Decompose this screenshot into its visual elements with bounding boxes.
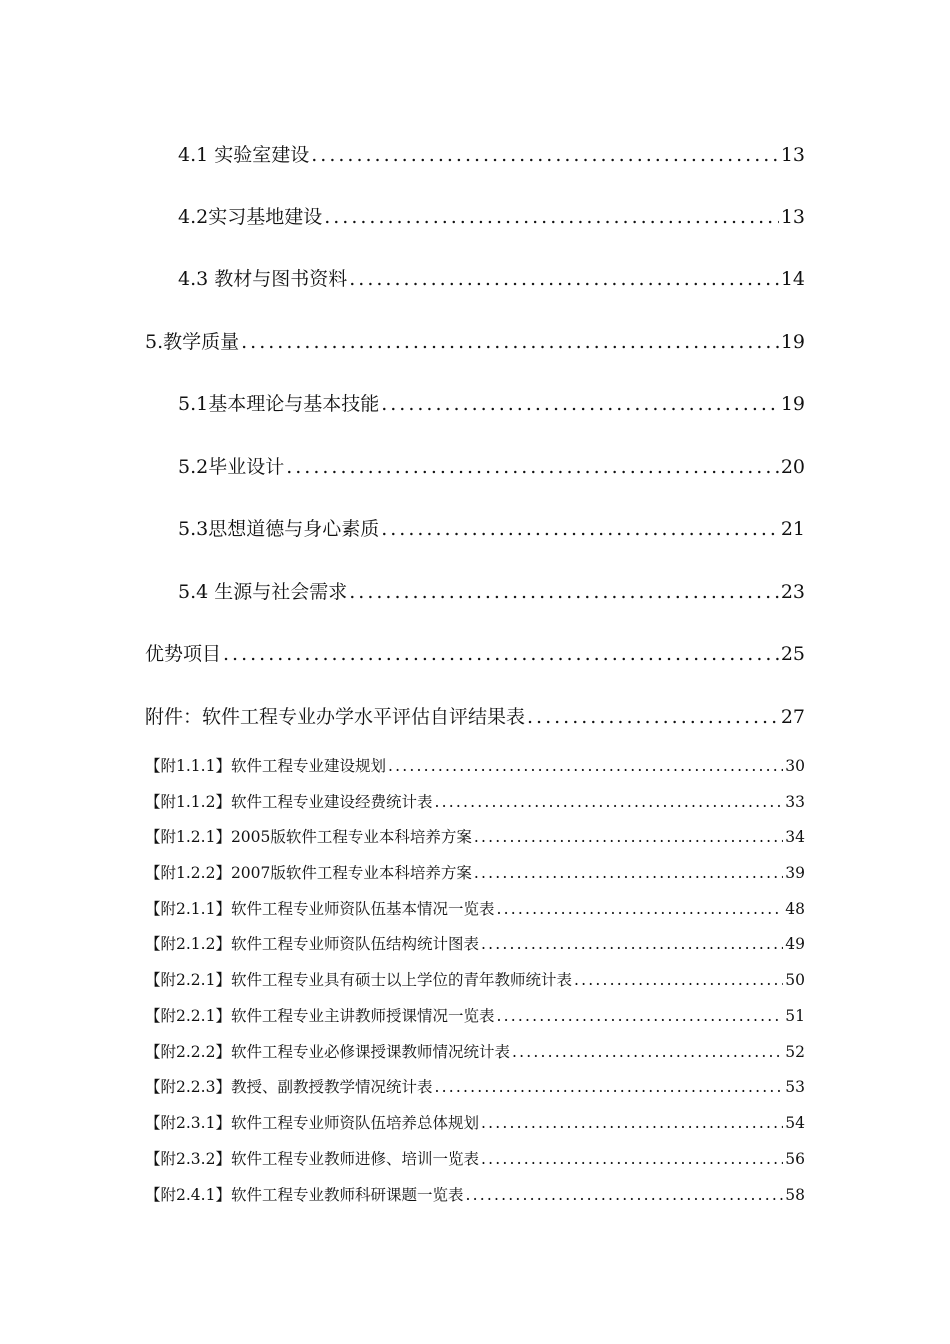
dot-leader: [527, 706, 779, 728]
toc-entry[interactable]: [145, 702, 805, 729]
appendix-entry-page: 54: [785, 1114, 805, 1132]
toc-entry-title: 4.1 实验室建设: [178, 144, 310, 166]
toc-entry[interactable]: [178, 514, 805, 541]
dot-leader: [474, 828, 783, 846]
appendix-entry-page: 39: [785, 864, 805, 882]
appendix-entry-title: 【附2.1.1】软件工程专业师资队伍基本情况一览表: [145, 900, 495, 918]
dot-leader: [496, 1007, 783, 1025]
toc-entry-title: 附件：软件工程专业办学水平评估自评结果表: [145, 706, 526, 728]
appendix-entry[interactable]: [145, 1147, 805, 1169]
dot-leader: [388, 757, 783, 775]
dot-leader: [311, 144, 779, 166]
appendix-entry[interactable]: [145, 861, 805, 883]
appendix-entry[interactable]: [145, 968, 805, 990]
appendix-entry-title: 【附2.2.2】软件工程专业必修课授课教师情况统计表: [145, 1043, 510, 1061]
dot-leader: [349, 268, 779, 290]
dot-leader: [481, 1114, 783, 1132]
dot-leader: [481, 1150, 783, 1168]
appendix-entry-title: 【附2.3.2】软件工程专业教师进修、培训一览表: [145, 1150, 479, 1168]
dot-leader: [434, 793, 783, 811]
appendix-entry-page: 51: [785, 1007, 805, 1025]
toc-entry-page: 23: [780, 581, 805, 603]
toc-entry-title: 5.4 生源与社会需求: [178, 581, 348, 603]
appendix-entry-title: 【附1.1.2】软件工程专业建设经费统计表: [145, 793, 433, 811]
toc-entry-title: 5.2毕业设计: [178, 456, 285, 478]
appendix-entry-page: 48: [785, 900, 805, 918]
appendix-entry-page: 30: [785, 757, 805, 775]
appendix-entry-page: 33: [785, 793, 805, 811]
toc-entry-page: 14: [780, 268, 805, 290]
toc-entry-page: 19: [780, 393, 805, 415]
dot-leader: [474, 864, 783, 882]
dot-leader: [324, 206, 779, 228]
dot-leader: [574, 971, 783, 989]
toc-entry-page: 20: [780, 456, 805, 478]
dot-leader: [465, 1186, 783, 1204]
appendix-entry[interactable]: [145, 1111, 805, 1133]
dot-leader: [434, 1078, 783, 1096]
appendix-entry-title: 【附2.3.1】软件工程专业师资队伍培养总体规划: [145, 1114, 479, 1132]
toc-entry-page: 13: [780, 206, 805, 228]
dot-leader: [381, 393, 779, 415]
appendix-entry-page: 50: [785, 971, 805, 989]
dot-leader: [481, 935, 783, 953]
toc-entry[interactable]: [178, 140, 805, 167]
appendix-entry-title: 【附1.2.1】2005版软件工程专业本科培养方案: [145, 828, 472, 846]
dot-leader: [496, 900, 783, 918]
toc-entry[interactable]: [178, 577, 805, 604]
appendix-entry[interactable]: [145, 1075, 805, 1097]
toc-entry[interactable]: [178, 202, 805, 229]
appendix-entry-page: 58: [785, 1186, 805, 1204]
appendix-entry[interactable]: [145, 1004, 805, 1026]
appendix-entry[interactable]: [145, 1183, 805, 1205]
toc-entry-title: 5.教学质量: [145, 331, 240, 353]
toc-entry-page: 13: [780, 144, 805, 166]
appendix-entry[interactable]: [145, 790, 805, 812]
toc-entry-title: 4.2实习基地建设: [178, 206, 323, 228]
appendix-entry-page: 56: [785, 1150, 805, 1168]
toc-entry-page: 19: [780, 331, 805, 353]
appendix-entry-page: 53: [785, 1078, 805, 1096]
appendix-entry[interactable]: [145, 1040, 805, 1062]
toc-entry-page: 25: [780, 643, 805, 665]
appendix-entry-title: 【附2.2.3】教授、副教授教学情况统计表: [145, 1078, 433, 1096]
appendix-entry-title: 【附2.4.1】软件工程专业教师科研课题一览表: [145, 1186, 464, 1204]
toc-entry-title: 4.3 教材与图书资料: [178, 268, 348, 290]
toc-entry[interactable]: [145, 327, 805, 354]
dot-leader: [241, 331, 779, 353]
appendix-entry[interactable]: [145, 897, 805, 919]
dot-leader: [512, 1043, 783, 1061]
toc-entry[interactable]: [178, 389, 805, 416]
appendix-entry-title: 【附2.2.1】软件工程专业具有硕士以上学位的青年教师统计表: [145, 971, 572, 989]
appendix-entry[interactable]: [145, 932, 805, 954]
dot-leader: [223, 643, 779, 665]
appendix-entry-page: 49: [785, 935, 805, 953]
toc-entry-title: 优势项目: [145, 643, 222, 665]
appendix-entry-title: 【附2.2.1】软件工程专业主讲教师授课情况一览表: [145, 1007, 495, 1025]
appendix-entry[interactable]: [145, 754, 805, 776]
dot-leader: [381, 518, 779, 540]
toc-entry-title: 5.1基本理论与基本技能: [178, 393, 380, 415]
appendix-entry-title: 【附2.1.2】软件工程专业师资队伍结构统计图表: [145, 935, 479, 953]
appendix-entry[interactable]: [145, 825, 805, 847]
appendix-entry-page: 34: [785, 828, 805, 846]
appendix-entry-page: 52: [785, 1043, 805, 1061]
toc-entry[interactable]: [178, 264, 805, 291]
toc-entry-title: 5.3思想道德与身心素质: [178, 518, 380, 540]
appendix-entry-title: 【附1.1.1】软件工程专业建设规划: [145, 757, 386, 775]
dot-leader: [286, 456, 779, 478]
toc-entry[interactable]: [178, 452, 805, 479]
appendix-entry-title: 【附1.2.2】2007版软件工程专业本科培养方案: [145, 864, 472, 882]
toc-entry-page: 21: [780, 518, 805, 540]
dot-leader: [349, 581, 779, 603]
toc-entry-page: 27: [780, 706, 805, 728]
toc-entry[interactable]: [145, 639, 805, 666]
